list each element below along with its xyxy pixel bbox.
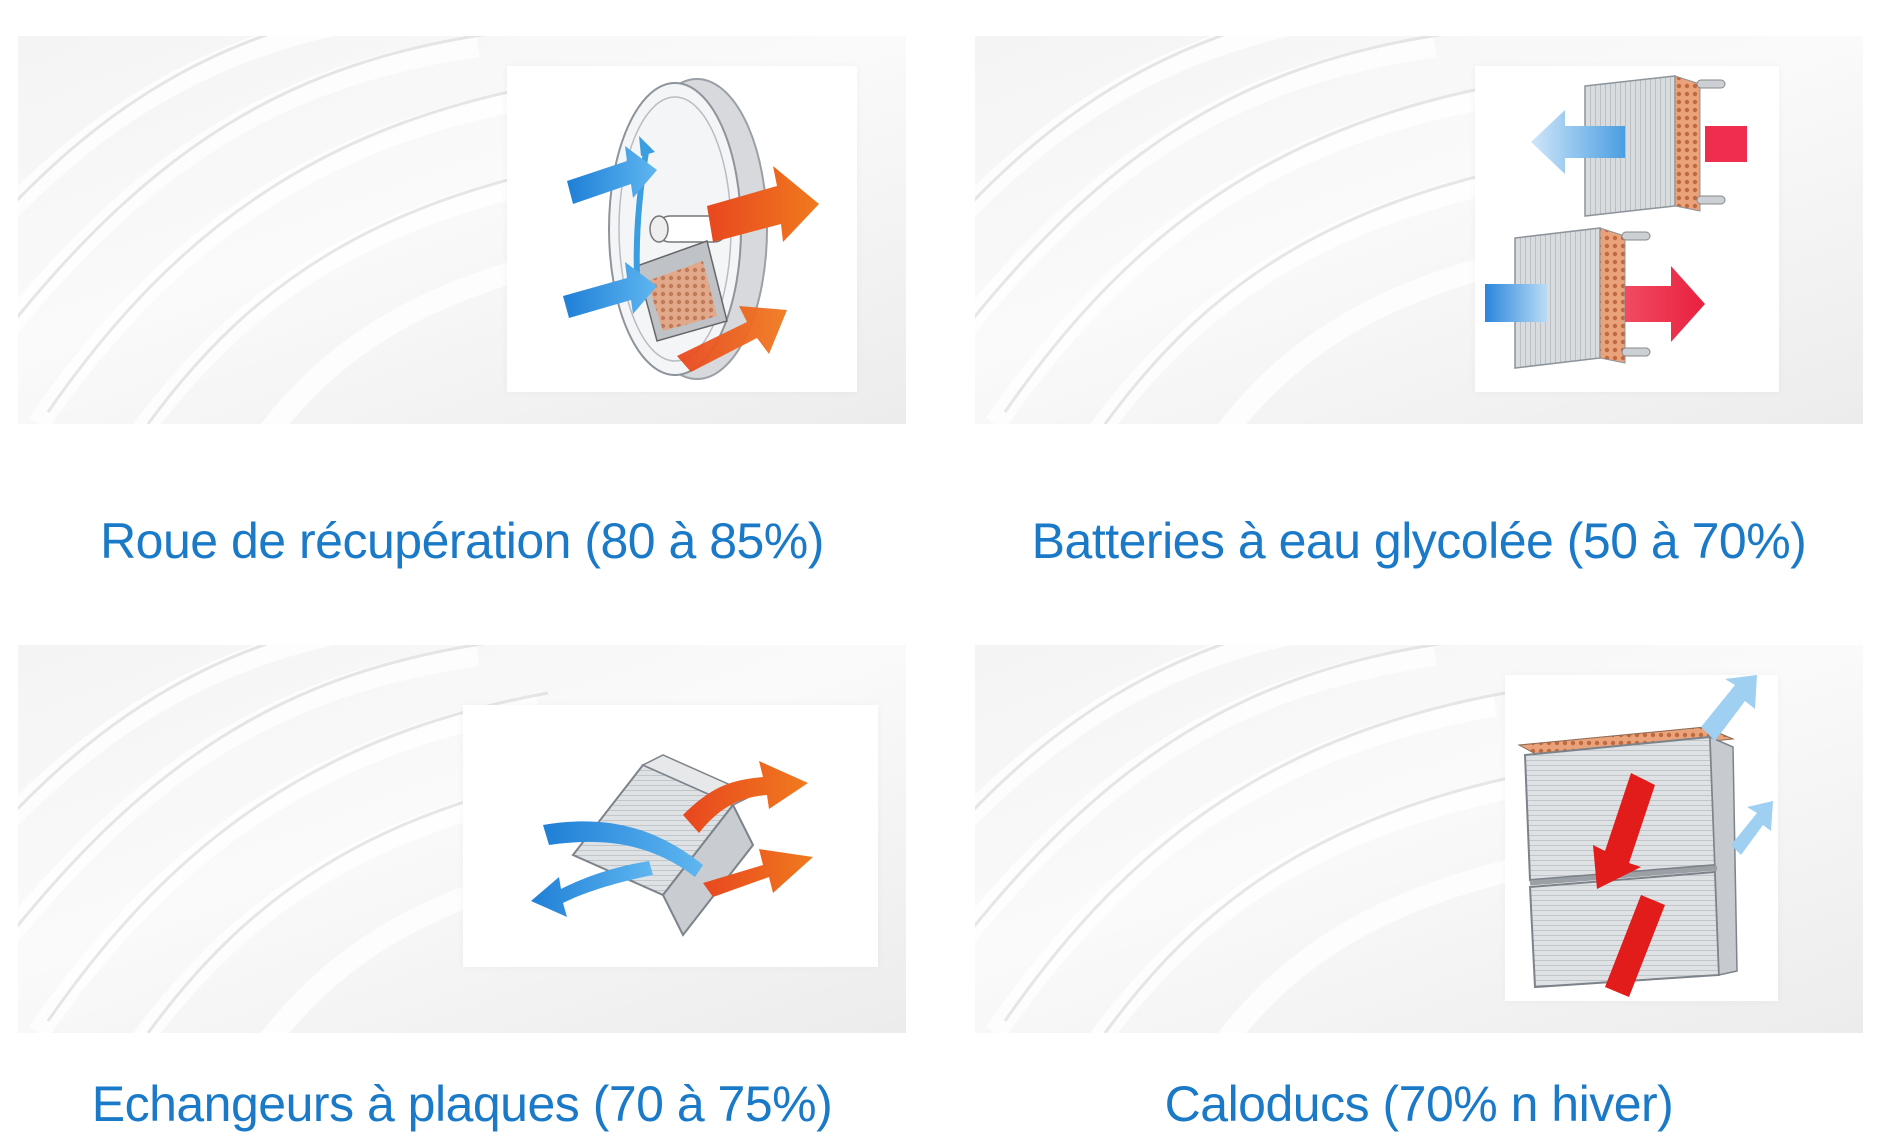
card-banner — [975, 645, 1863, 1033]
glycol-coils-illustration — [1475, 66, 1779, 392]
heat-pipes-illustration — [1505, 675, 1778, 1001]
card-glycol-coils — [975, 36, 1863, 569]
card-rotary-wheel — [18, 36, 906, 569]
card-banner — [18, 36, 906, 424]
card-caption: Echangeurs à plaques (70 à 75%) — [91, 1076, 833, 1132]
card-caption: Batteries à eau glycolée (50 à 70%) — [1031, 513, 1807, 569]
rotary-wheel-illustration — [507, 66, 857, 392]
card-plate-exchanger — [18, 645, 906, 1132]
plate-exchanger-illustration — [463, 705, 878, 967]
card-caption: Caloducs (70% n hiver) — [1164, 1076, 1674, 1132]
card-heat-pipes — [975, 645, 1863, 1132]
card-banner — [18, 645, 906, 1033]
card-banner — [975, 36, 1863, 424]
card-caption: Roue de récupération (80 à 85%) — [100, 513, 824, 569]
